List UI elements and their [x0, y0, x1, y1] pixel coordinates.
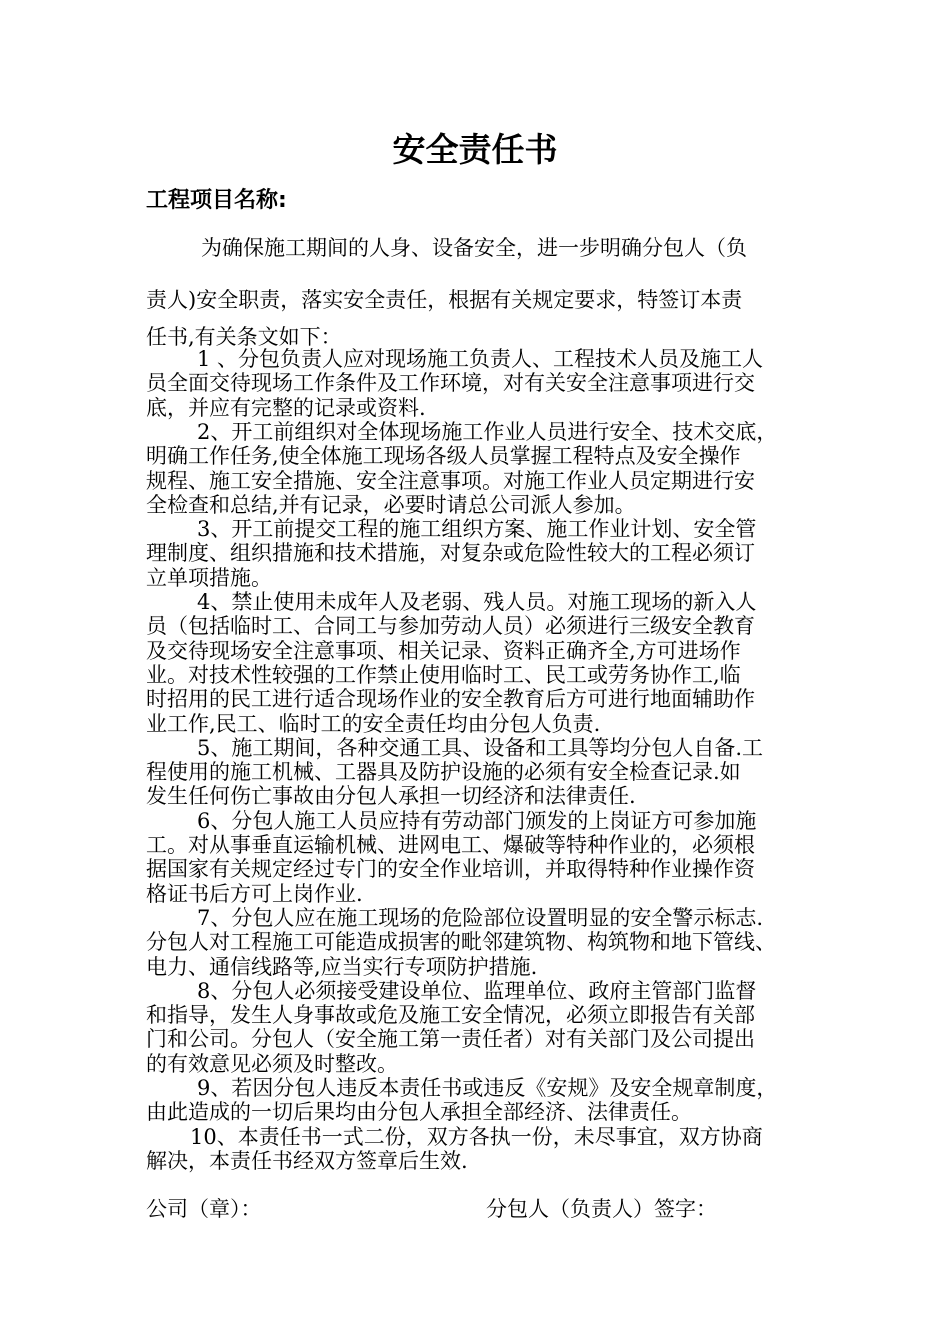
clause-line: 底，并应有完整的记录或资料. [146, 395, 426, 420]
intro-line: 任书,有关条文如下： [146, 325, 342, 349]
clause-line: 1 、分包负责人应对现场施工负责人、工程技术人员及施工人 [197, 347, 764, 371]
clause-line: 9、若因分包人违反本责任书或违反《安规》及安全规章制度， [197, 1076, 778, 1100]
clause-line: 解决，本责任书经双方签章后生效. [146, 1148, 468, 1173]
subcontractor-signature-label: 分包人（负责人）签字： [486, 1197, 717, 1221]
clause-line: 和指导，发生人身事故或危及施工安全情况，必须立即报告有关部 [146, 1003, 755, 1028]
clause-line: 3、开工前提交工程的施工组织方案、施工作业计划、安全管 [197, 517, 757, 542]
clause-line: 4、禁止使用未成年人及老弱、残人员。对施工现场的新入人 [197, 590, 757, 614]
project-name-label: 工程项目名称: [146, 188, 287, 213]
clause-line: 及交待现场安全注意事项、相关记录、资料正确齐全,方可进场作 [146, 638, 741, 663]
clause-line: 据国家有关规定经过专门的安全作业培训，并取得特种作业操作资 [146, 857, 755, 882]
clause-line: 规程、施工安全措施、安全注意事项。对施工作业人员定期进行安 [146, 468, 755, 493]
intro-line: 责人)安全职责，落实安全责任，根据有关规定要求，特签订本责 [146, 288, 743, 312]
company-seal-label: 公司（章）： [146, 1197, 262, 1221]
clause-line: 明确工作任务,使全体施工现场各级人员掌握工程特点及安全操作 [146, 444, 741, 469]
clause-line: 员全面交待现场工作条件及工作环境，对有关安全注意事项进行交 [146, 371, 755, 396]
clause-line: 电力、通信线路等,应当实行专项防护措施. [146, 954, 538, 979]
clause-line: 8、分包人必须接受建设单位、监理单位、政府主管部门监督 [197, 978, 757, 1003]
clause-line: 10、本责任书一式二份，双方各执一份，未尽事宜，双方协商 [190, 1124, 763, 1149]
clause-line: 业。对技术性较强的工作禁止使用临时工、民工或劳务协作工,临 [146, 662, 741, 687]
clause-line: 立单项措施。 [146, 565, 272, 590]
clause-line: 格证书后方可上岗作业. [146, 881, 363, 906]
clause-line: 业工作,民工、临时工的安全责任均由分包人负责. [146, 711, 601, 736]
clause-line: 由此造成的一切后果均由分包人承担全部经济、法律责任。 [146, 1100, 692, 1125]
clause-line: 2、开工前组织对全体现场施工作业人员进行安全、技术交底， [197, 419, 778, 444]
clause-line: 时招用的民工进行适合现场作业的安全教育后方可进行地面辅助作 [146, 687, 755, 712]
clause-line: 全检查和总结,并有记录，必要时请总公司派人参加。 [146, 492, 636, 517]
clause-line: 工。对从事垂直运输机械、进网电工、爆破等特种作业的，必须根 [146, 833, 755, 857]
clause-line: 门和公司。分包人（安全施工第一责任者）对有关部门及公司提出 [146, 1027, 755, 1052]
clause-line: 5、施工期间，各种交通工具、设备和工具等均分包人自备.工 [197, 735, 764, 760]
document-title: 安全责任书 [392, 130, 558, 169]
clause-line: 员（包括临时工、合同工与参加劳动人员）必须进行三级安全教育 [146, 614, 755, 639]
clause-line: 理制度、组织措施和技术措施，对复杂或危险性较大的工程必须订 [146, 541, 755, 566]
clause-line: 7、分包人应在施工现场的危险部位设置明显的安全警示标志. [197, 905, 764, 930]
intro-line: 为确保施工期间的人身、设备安全，进一步明确分包人（负 [201, 236, 747, 260]
clause-line: 的有效意见必须及时整改。 [146, 1051, 398, 1076]
clause-line: 分包人对工程施工可能造成损害的毗邻建筑物、构筑物和地下管线、 [146, 930, 776, 955]
clause-line: 6、分包人施工人员应持有劳动部门颁发的上岗证方可参加施 [197, 808, 757, 833]
clause-line: 程使用的施工机械、工器具及防护设施的必须有安全检查记录.如 [146, 760, 741, 785]
clause-line: 发生任何伤亡事故由分包人承担一切经济和法律责任. [146, 784, 636, 809]
